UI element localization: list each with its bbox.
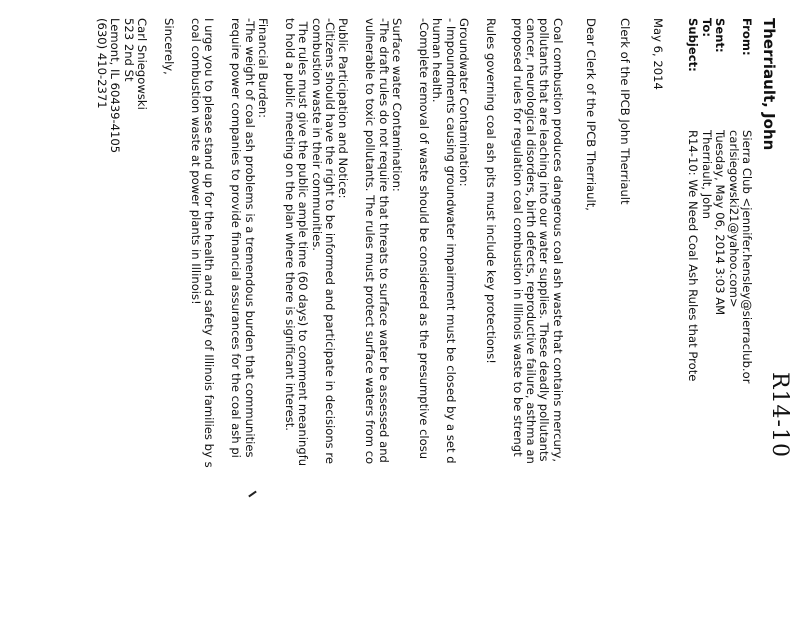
from-value: Sierra Club <jennifer.hensley@sierraclub.or — [740, 130, 754, 384]
groundwater-line: -Complete removal of waste should be considered as the presumptive closu — [416, 18, 431, 460]
closing-request-line: coal combustion waste at power plants in Illinois! — [188, 18, 203, 305]
surface-water-line: vulnerable to toxic pollutants. The rules must protect surface waters from co — [363, 18, 378, 465]
salutation: Dear Clerk of the IPCB Therriault, — [584, 18, 599, 211]
intro-line: proposed rules for regulation coal combustion in Illinois waste to be strengt — [510, 18, 525, 457]
subject-value: R14-10: We Need Coal Ash Rules that Prote — [686, 130, 701, 382]
from-label: From: — [740, 18, 754, 56]
to-label: To: — [699, 18, 714, 37]
header-to-row — [699, 0, 712, 618]
email-header — [686, 0, 753, 618]
intro-line: cancer, neurological disorders, birth defects, reproductive failure, asthma an — [523, 18, 538, 464]
signature-line: Lemont, IL 60439-4105 — [108, 18, 123, 154]
rules-line: Rules governing coal ash pits must include key protections! — [483, 18, 498, 364]
from-value-2: carlsiegowski21@yahoo.com> — [726, 130, 741, 308]
sent-value: Tuesday, May 06, 2014 3:03 AM — [713, 130, 728, 316]
public-line: The rules must give the public ample time (60 days) to comment meaningfu — [296, 18, 311, 467]
subject-label: Subject: — [686, 18, 701, 72]
groundwater-line: human health. — [430, 18, 445, 103]
recipient-line: Clerk of the IPCB John Therriault — [617, 18, 632, 205]
closing-request-line: I urge you to please stand up for the health and safety of Illinois families by s — [202, 18, 217, 468]
intro-line: pollutants that are leaching into our water supplies. These deadly pollutants — [537, 18, 552, 462]
letter-body — [95, 18, 664, 618]
letter-date: May 6, 2014 — [651, 18, 665, 90]
signature-name: Carl Sniegowski — [135, 18, 150, 110]
header-from-row-2 — [726, 0, 739, 618]
financial-line: -The weight of coal ash problems is a tremendous burden that communities — [242, 18, 257, 458]
public-line: to hold a public meeting on the plan where there is significant interest. — [282, 18, 297, 431]
header-from-row — [740, 0, 753, 618]
public-line: -Citizens should have the right to be informed and participate in decisions re — [322, 18, 337, 465]
document-number: R14-10 — [767, 372, 792, 458]
intro-line: Coal combustion produces dangerous coal ash waste that contains mercury, — [550, 18, 565, 463]
public-heading: Public Participation and Notice: — [336, 18, 351, 199]
groundwater-heading: Groundwater Contamination: — [456, 18, 471, 187]
surface-water-line: -The draft rules do not require that threats to surface water be assessed and — [376, 18, 391, 463]
sign-off: Sincerely, — [162, 18, 177, 75]
signature-line: (630) 410-2371 — [95, 18, 110, 109]
to-value: Therriault, John — [699, 130, 714, 219]
financial-heading: Financial Burden: — [255, 18, 270, 119]
groundwater-line: - Impoundments causing groundwater impairment must be closed by a set d — [443, 18, 458, 464]
signature-line: 523 2nd St — [121, 18, 136, 82]
header-sent-row — [713, 0, 726, 618]
sender-name: Therriault, John — [760, 18, 778, 151]
header-subject-row — [686, 0, 699, 618]
financial-line: require power companies to provide financial assurances for the coal ash pi — [229, 18, 244, 458]
surface-water-heading: Surface water Contamination: — [389, 18, 404, 192]
public-line: combustion waste in their communities. — [309, 18, 324, 251]
sent-label: Sent: — [713, 18, 728, 53]
